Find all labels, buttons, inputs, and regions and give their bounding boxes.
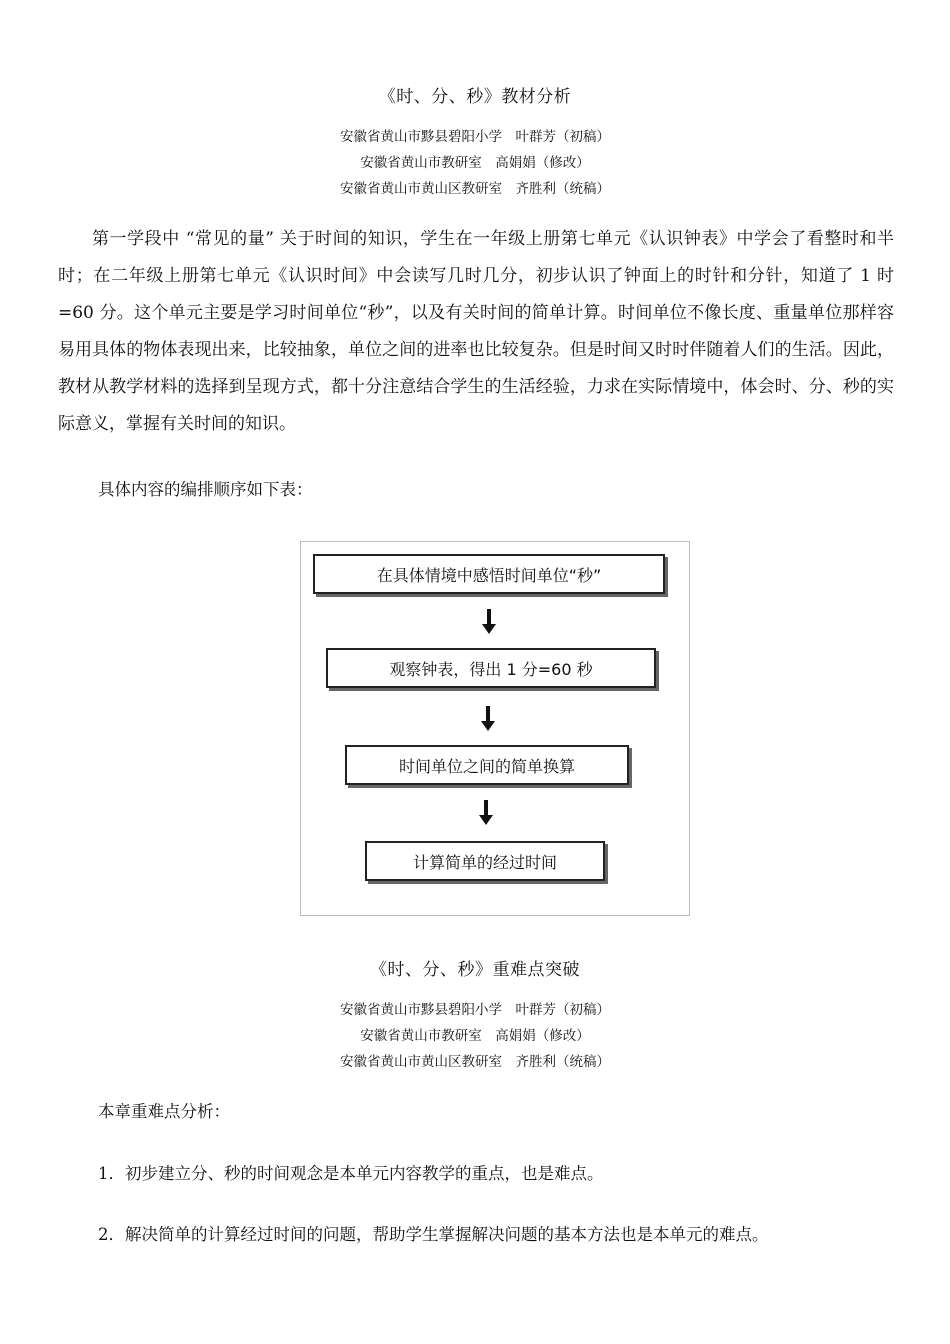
author-line: 安徽省黄山市教研室 高娟娟（修改） — [360, 1028, 590, 1044]
flow-step-label: 观察钟表，得出 1 分=60 秒 — [389, 659, 593, 679]
author-line: 安徽省黄山市黄山区教研室 齐胜利（统稿） — [340, 181, 610, 197]
section2-title: 《时、分、秒》重难点突破 — [370, 960, 580, 980]
flow-step-2 — [326, 648, 656, 688]
author-line: 安徽省黄山市黄山区教研室 齐胜利（统稿） — [340, 1054, 610, 1070]
section1-authors — [0, 124, 950, 202]
flow-step-1 — [313, 554, 665, 594]
point-1: 1．初步建立分、秒的时间观念是本单元内容教学的重点，也是难点。 — [98, 1164, 604, 1183]
author-line: 安徽省黄山市教研室 高娟娟（修改） — [360, 155, 590, 171]
point-2: 2．解决简单的计算经过时间的问题，帮助学生掌握解决问题的基本方法也是本单元的难点。 — [98, 1225, 769, 1244]
flowchart — [300, 541, 690, 916]
flow-step-label: 在具体情境中感悟时间单位“秒” — [376, 565, 602, 585]
intro-paragraph: 第一学段中 “常见的量” 关于时间的知识，学生在一年级上册第七单元《认识钟表》中学会了看整时和半时；在二年级上册第七单元《认识时间》中会读写几时几分，初步认识了钟面上的时针和分针，知道了 1 时=60 分。这个单元主要是学习时间单位“秒”，以及有关时间的简单计算。时间单位不像长度、重量单位那样容易用具体的物体表现出来，比较抽象，单位之间的进率也比较复杂。但是时间又时时伴随着人们的生活。因此，教材从教学材料的选择到呈现方式，都十分注意结合学生的生活经验，力求在实际情境中，体会时、分、秒的实际意义，掌握有关时间的知识。 — [58, 229, 894, 434]
section2-authors — [0, 997, 950, 1075]
author-line: 安徽省黄山市黟县碧阳小学 叶群芳（初稿） — [340, 129, 610, 145]
flow-step-label: 计算简单的经过时间 — [412, 852, 557, 872]
flow-step-4 — [365, 841, 605, 881]
section1-title: 《时、分、秒》教材分析 — [378, 87, 572, 107]
flow-step-label: 时间单位之间的简单换算 — [398, 756, 575, 776]
section2-heading: 本章重难点分析： — [98, 1102, 230, 1121]
author-line: 安徽省黄山市黟县碧阳小学 叶群芳（初稿） — [340, 1002, 610, 1018]
flow-step-3 — [345, 745, 629, 785]
table-intro: 具体内容的编排顺序如下表： — [98, 480, 313, 499]
